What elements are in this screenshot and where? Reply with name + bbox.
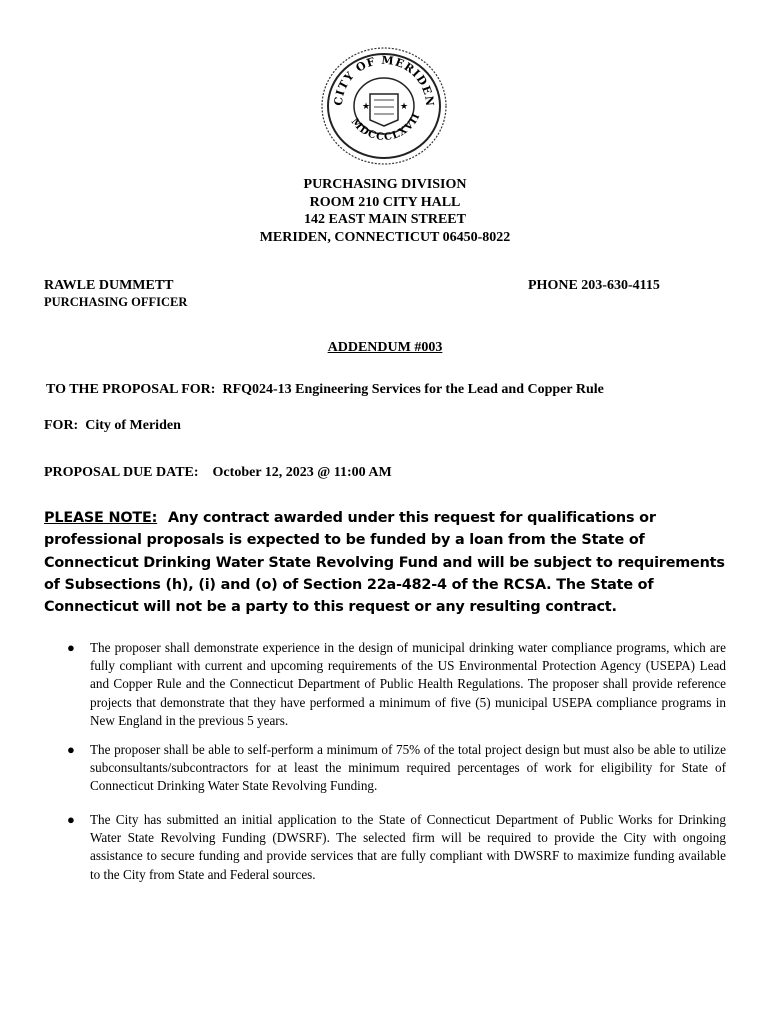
due-date-line <box>44 465 392 481</box>
svg-text:CITY OF MERIDEN: CITY OF MERIDEN <box>331 53 437 108</box>
bullet-icon: ● <box>67 742 75 757</box>
list-item: ● The proposer shall demonstrate experience in the design of municipal drinking water compliance programs, which are fully compliant with current and upcoming requirements of the US Environmental Protection Agency (USEPA) Lead and Copper Rule and the Connecticut Department of Public Health Regulations. The proposer shall provide reference projects that demonstrate that they have performed a minimum of five (5) municipal USEPA compliance programs in New England in the previous 5 years. <box>67 640 726 728</box>
for-line <box>44 418 181 434</box>
addendum-title: ADDENDUM #003 <box>327 340 443 355</box>
proposal-line <box>46 382 604 398</box>
list-item: ● The proposer shall be able to self-perform a minimum of 75% of the total project design but must also be able to utilize subconsultants/subcontractors for at least the minimum required percentages of work for eligibility for State of Connecticut Drinking Water State Revolving Funding. <box>67 742 726 794</box>
city-seal-logo <box>302 44 466 168</box>
proposal-value: RFQ024-13 Engineering Services for the Lead and Copper Rule <box>222 382 604 397</box>
street-address: 142 EAST MAIN STREET <box>304 212 466 227</box>
division-name: PURCHASING DIVISION <box>303 177 467 192</box>
please-note-paragraph <box>44 507 734 618</box>
proposal-label: TO THE PROPOSAL FOR: <box>46 382 216 397</box>
please-note-text: Any contract awarded under this request for qualifications or professional proposals is expected to be funded by a loan from the State of Connecticut Drinking Water State Revolving Fund and will be subject to requirements of Subsections (h), (i) and (o) of Section 22a-482-4 of the RCSA. The State of Connecticut will not be a party to this request or any resulting contract. <box>44 510 725 616</box>
city-of-meriden-seal-icon <box>302 44 466 168</box>
officer-name: RAWLE DUMMETT <box>44 278 174 293</box>
due-date-value: October 12, 2023 @ 11:00 AM <box>212 465 392 480</box>
letterhead <box>0 176 770 246</box>
for-value: City of Meriden <box>85 418 181 433</box>
bullet-icon: ● <box>67 640 75 655</box>
due-date-label: PROPOSAL DUE DATE: <box>44 465 199 480</box>
svg-text:★: ★ <box>362 102 371 112</box>
bullet-icon: ● <box>67 812 75 827</box>
city-address: MERIDEN, CONNECTICUT 06450-8022 <box>259 229 511 245</box>
phone-number: PHONE 203-630-4115 <box>528 278 660 293</box>
for-label: FOR: <box>44 418 79 433</box>
list-item: ● The City has submitted an initial application to the State of Connecticut Department of Public Works for Drinking Water State Revolving Funding (DWSRF). The selected firm will be required to provide the City with ongoing assistance to secure funding and provide services that are fully compliant with DWSRF to maximize funding available to the City from State and Federal sources. <box>67 812 726 882</box>
officer-title: PURCHASING OFFICER <box>44 295 188 309</box>
svg-text:★: ★ <box>400 102 409 112</box>
room-address: ROOM 210 CITY HALL <box>309 194 461 210</box>
please-note-label: PLEASE NOTE: <box>44 510 158 526</box>
svg-text:MDCCCLXVII: MDCCCLXVII <box>348 111 423 144</box>
